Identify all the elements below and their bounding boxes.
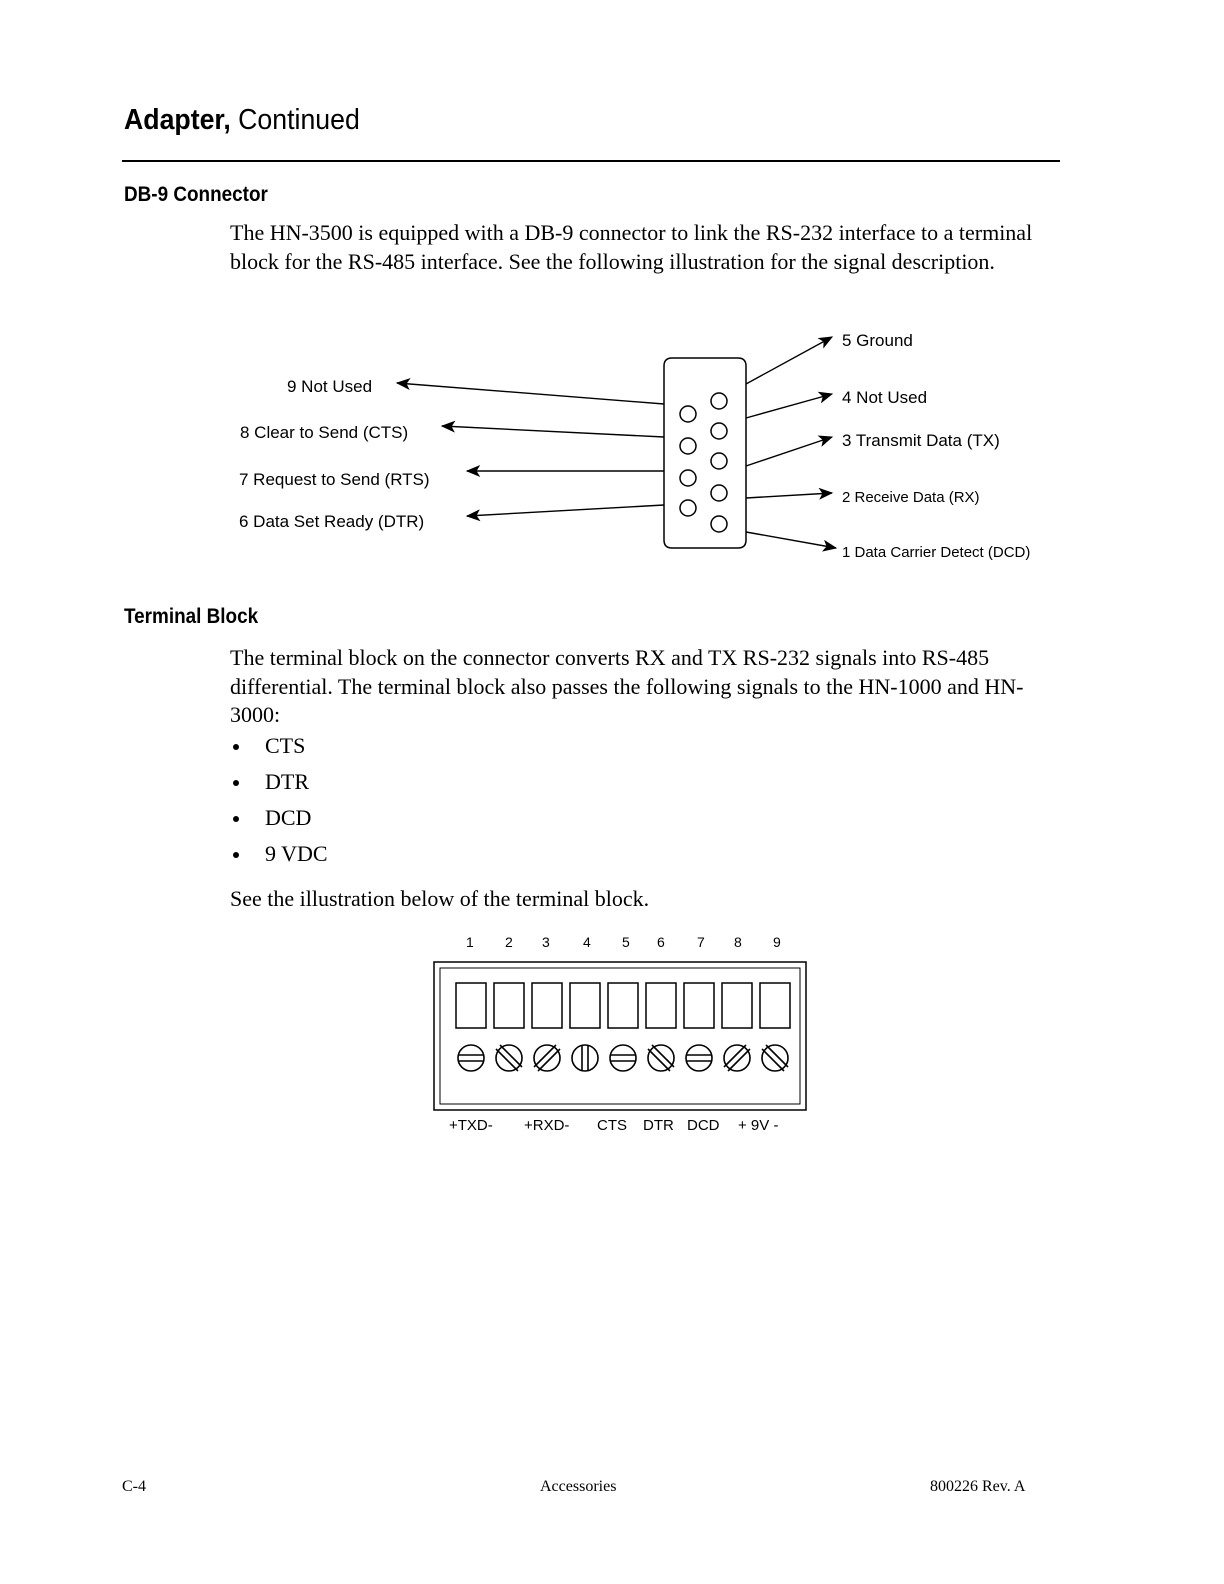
footer-doc-revision: 800226 Rev. A bbox=[930, 1478, 1026, 1495]
db9-pin-3 bbox=[711, 453, 727, 469]
label-pin-7: 7 Request to Send (RTS) bbox=[239, 470, 430, 489]
db9-pin-6 bbox=[680, 500, 696, 516]
db9-paragraph: The HN-3500 is equipped with a DB-9 connector to link the RS-232 interface to a terminal block for the RS-485 interface. See the following illustration for the signal description. bbox=[230, 220, 1033, 274]
db9-pin-8 bbox=[680, 438, 696, 454]
label-pin-5: 5 Ground bbox=[842, 331, 913, 350]
db9-pin-5 bbox=[711, 393, 727, 409]
label-pin-9: 9 Not Used bbox=[287, 377, 373, 396]
bullet-icon bbox=[233, 780, 239, 786]
terminal-label-txd: +TXD- bbox=[449, 1117, 493, 1134]
arrow-pin-4 bbox=[746, 394, 832, 418]
terminal-number: 6 bbox=[657, 934, 665, 950]
terminal-block-paragraph: The terminal block on the connector converts RX and TX RS-232 signals into RS-485 differential. The terminal block also passes the following signals to the HN-1000 and HN-3000: bbox=[230, 645, 1024, 727]
arrow-pin-9 bbox=[397, 383, 664, 404]
label-pin-2: 2 Receive Data (RX) bbox=[842, 489, 980, 506]
list-item: 9 VDC bbox=[230, 840, 328, 876]
list-item: CTS bbox=[230, 732, 328, 768]
db9-pin-2 bbox=[711, 485, 727, 501]
bullet-icon bbox=[233, 744, 239, 750]
terminal-number: 3 bbox=[542, 934, 550, 950]
terminal-label-dcd: DCD bbox=[687, 1117, 720, 1134]
arrow-pin-8 bbox=[442, 426, 664, 437]
footer-section: Accessories bbox=[540, 1478, 617, 1495]
terminal-label-dtr: DTR bbox=[643, 1117, 674, 1134]
terminal-number: 9 bbox=[773, 934, 781, 950]
db9-connector-shell bbox=[664, 358, 746, 548]
terminal-number: 7 bbox=[697, 934, 705, 950]
page-title-rest: Continued bbox=[230, 104, 360, 136]
arrow-pin-5 bbox=[746, 337, 832, 384]
label-pin-3: 3 Transmit Data (TX) bbox=[842, 431, 1000, 450]
section-heading-terminal-block: Terminal Block bbox=[124, 605, 259, 628]
db9-pin-9 bbox=[680, 406, 696, 422]
terminal-number: 4 bbox=[583, 934, 591, 950]
terminal-number: 8 bbox=[734, 934, 742, 950]
db9-pin-7 bbox=[680, 470, 696, 486]
page-title-bold: Adapter, bbox=[124, 104, 231, 136]
terminal-number: 1 bbox=[466, 934, 474, 950]
arrow-pin-6 bbox=[467, 505, 664, 516]
arrow-pin-3 bbox=[746, 437, 832, 466]
list-item: DCD bbox=[230, 804, 328, 840]
footer-page-number: C-4 bbox=[122, 1478, 146, 1495]
bullet-icon bbox=[233, 816, 239, 822]
arrow-pin-2 bbox=[746, 493, 832, 498]
terminal-label-rxd: +RXD- bbox=[524, 1117, 570, 1134]
terminal-number: 5 bbox=[622, 934, 630, 950]
signal-list bbox=[230, 732, 328, 876]
label-pin-1: 1 Data Carrier Detect (DCD) bbox=[842, 544, 1031, 561]
section-heading-db9: DB-9 Connector bbox=[124, 183, 268, 206]
terminal-block-closing: See the illustration below of the terminal block. bbox=[230, 886, 650, 911]
db9-pin-4 bbox=[711, 423, 727, 439]
db9-pin-1 bbox=[711, 516, 727, 532]
arrow-pin-1 bbox=[746, 532, 836, 548]
terminal-number: 2 bbox=[505, 934, 513, 950]
list-item: DTR bbox=[230, 768, 328, 804]
terminal-label-9v: + 9V - bbox=[738, 1117, 779, 1134]
terminal-label-cts: CTS bbox=[597, 1117, 627, 1134]
bullet-icon bbox=[233, 852, 239, 858]
label-pin-6: 6 Data Set Ready (DTR) bbox=[239, 512, 425, 531]
label-pin-8: 8 Clear to Send (CTS) bbox=[240, 423, 409, 442]
label-pin-4: 4 Not Used bbox=[842, 388, 928, 407]
